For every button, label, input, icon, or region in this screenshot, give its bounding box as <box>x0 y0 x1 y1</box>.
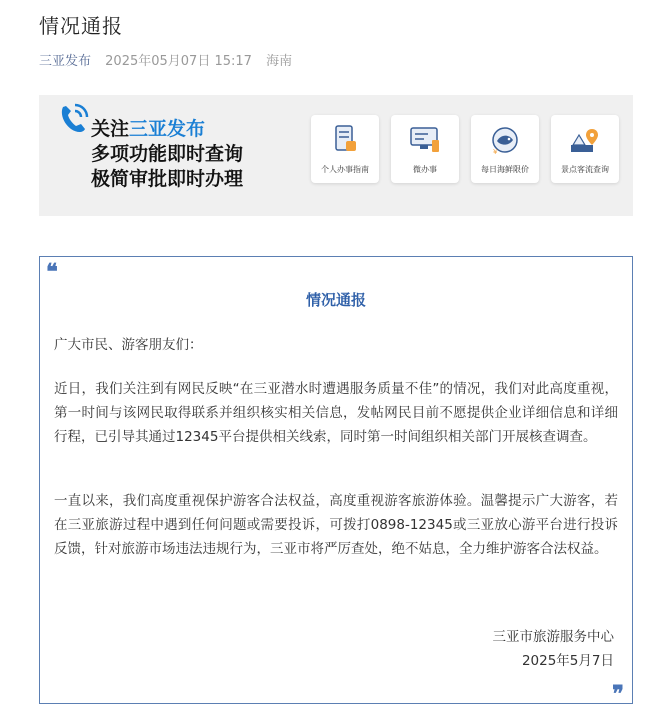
guide-icon <box>328 123 362 157</box>
account-name-link[interactable]: 三亚发布 <box>39 54 92 69</box>
notice-heading: 情况通报 <box>305 291 366 309</box>
banner-account-highlight: 三亚发布 <box>129 118 206 140</box>
notice-paragraph-2: 一直以来，我们高度重视保护游客合法权益，高度重视游客旅游体验。温馨提示广大游客，若在三亚旅游过程中遇到任何问题或需要投诉，可拨打0898-12345或三亚放心游平台进行投诉反馈，针对旅游市场违法违规行为，三亚市将严厉查处，绝不姑息，全力维护游客合法权益。 <box>54 493 618 557</box>
tile-label: 每日海鲜限价 <box>481 165 529 174</box>
article-meta <box>39 50 292 69</box>
computer-icon <box>408 123 442 157</box>
notice-box <box>39 256 633 707</box>
signature-date: 2025年5月7日 <box>521 653 614 669</box>
tile-scenic-flow[interactable] <box>551 115 619 183</box>
tile-micro-services[interactable] <box>391 115 459 183</box>
seafood-icon <box>488 123 522 157</box>
phone-handset-icon <box>57 101 91 137</box>
signature-org: 三亚市旅游服务中心 <box>492 629 614 645</box>
svg-text:¥: ¥ <box>493 148 498 156</box>
tile-personal-guide[interactable] <box>311 115 379 183</box>
notice-paragraph-1: 近日，我们关注到有网民反映“在三亚潜水时遭遇服务质量不佳”的情况，我们对此高度重视，第一时间与该网民取得联系并组织核实相关信息，发帖网民目前不愿提供企业详细信息和详细行程，已引导其通过12345平台提供相关线索，同时第一时间组织相关部门开展核查调查。 <box>54 381 618 445</box>
publish-location: 海南 <box>266 54 293 69</box>
open-quote-icon: ❝ <box>46 259 58 285</box>
scenic-location-icon <box>568 123 602 157</box>
promo-banner[interactable] <box>39 95 633 216</box>
notice-greeting: 广大市民、游客朋友们： <box>54 337 203 353</box>
close-quote-icon: ❞ <box>612 681 624 707</box>
tile-label: 个人办事指南 <box>321 165 369 174</box>
article-title: 情况通报 <box>39 14 123 38</box>
tile-label: 景点客流查询 <box>561 165 609 174</box>
tile-seafood-price[interactable] <box>471 115 539 183</box>
tile-label: 微办事 <box>413 165 437 174</box>
banner-slogan: 关注三亚发布 多项功能即时查询 极简审批即时办理 <box>91 118 244 190</box>
publish-date: 2025年05月07日 15:17 <box>105 54 252 69</box>
